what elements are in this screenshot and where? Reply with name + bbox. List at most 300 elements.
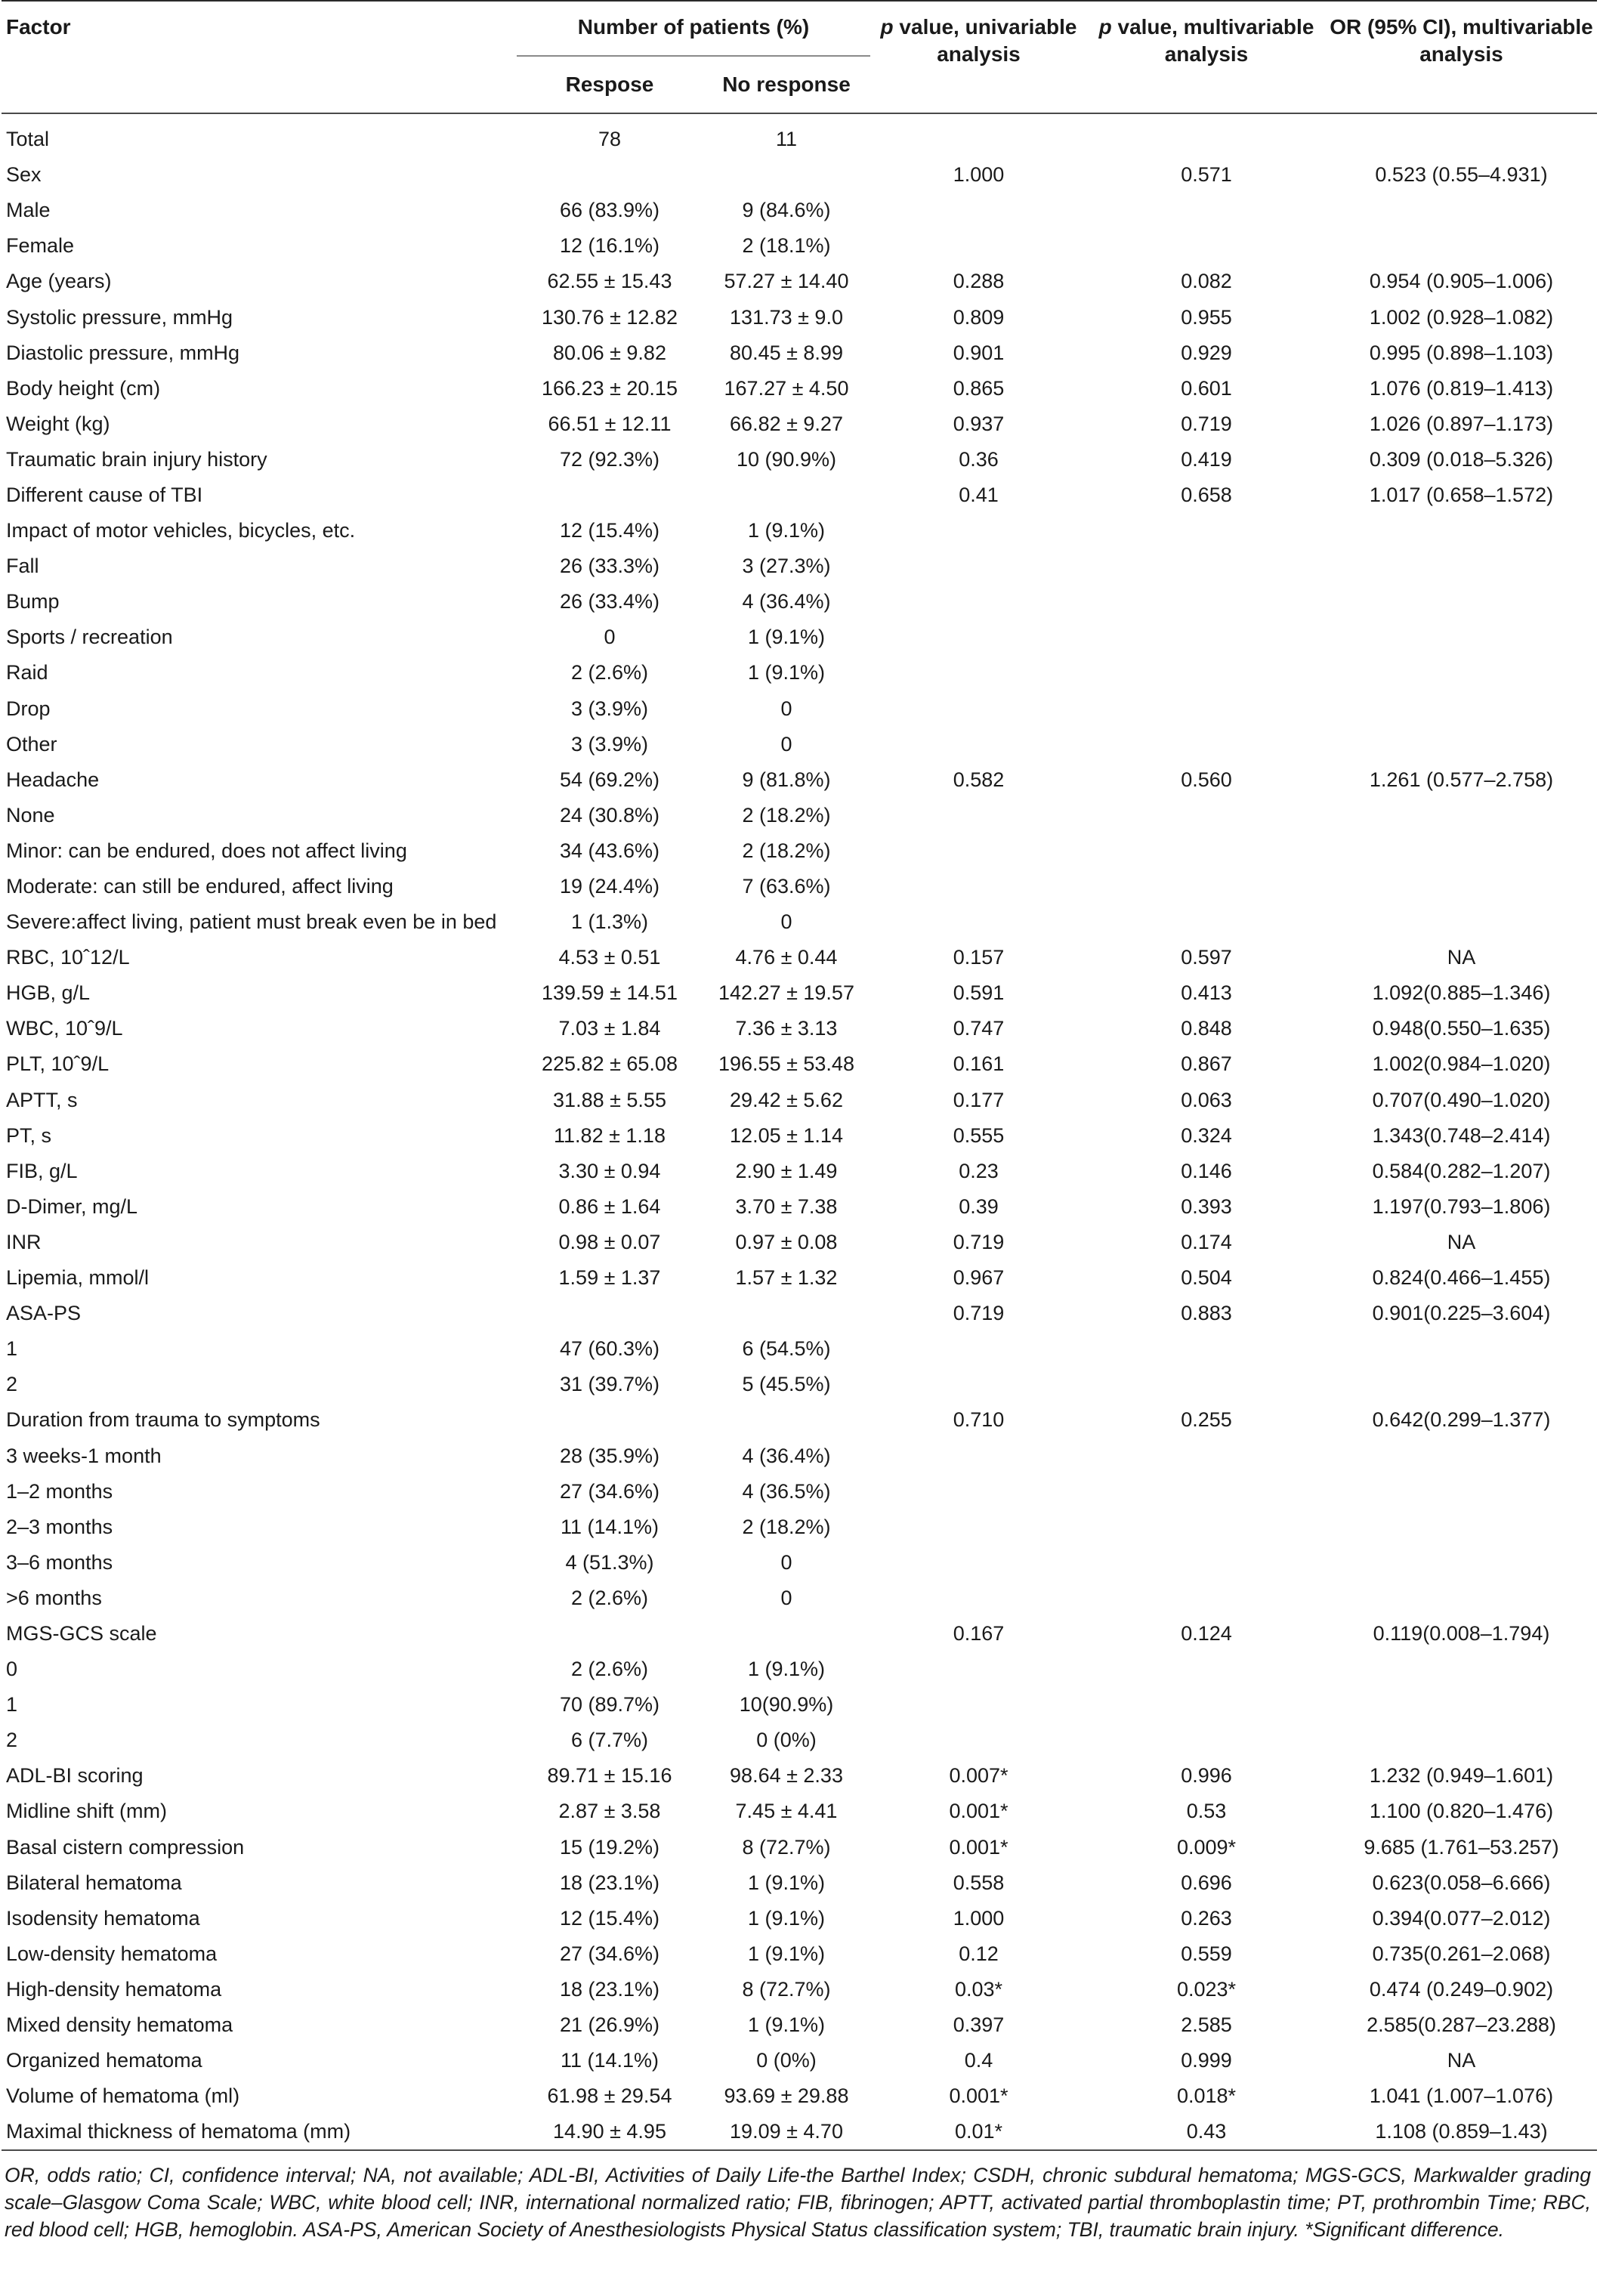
cell-p-multivariable: 0.018* bbox=[1176, 2084, 1237, 2108]
cell-factor: Bump bbox=[6, 590, 60, 613]
cell-odds-ratio: 0.995 (0.898–1.103) bbox=[1369, 341, 1554, 364]
table-row bbox=[2, 1901, 1597, 1936]
cell-odds-ratio: 9.685 (1.761–53.257) bbox=[1364, 1835, 1559, 1859]
cell-no-response: 2 (18.2%) bbox=[742, 1515, 831, 1538]
table-row bbox=[2, 1438, 1597, 1473]
cell-factor: Lipemia, mmol/l bbox=[6, 1266, 150, 1290]
cell-factor: PT, s bbox=[6, 1123, 52, 1147]
cell-p-univariable bbox=[870, 1438, 1087, 1473]
table-row bbox=[2, 335, 1597, 371]
cell-p-multivariable bbox=[1087, 1687, 1326, 1723]
cell-factor: Basal cistern compression bbox=[6, 1835, 245, 1859]
cell-no-response: 0 bbox=[780, 910, 792, 934]
table-row bbox=[2, 584, 1597, 620]
cell-p-multivariable: 2.585 bbox=[1181, 2013, 1232, 2037]
cell-p-multivariable: 0.43 bbox=[1186, 2120, 1227, 2143]
cell-odds-ratio: 1.002 (0.928–1.082) bbox=[1369, 305, 1554, 329]
cell-factor: 2–3 months bbox=[6, 1515, 113, 1538]
cell-response: 130.76 ± 12.82 bbox=[542, 305, 678, 329]
cell-factor: Raid bbox=[6, 661, 48, 684]
cell-no-response: 29.42 ± 5.62 bbox=[730, 1088, 843, 1111]
cell-p-multivariable: 0.413 bbox=[1181, 981, 1232, 1005]
cell-p-multivariable bbox=[1087, 904, 1326, 940]
cell-p-univariable bbox=[870, 1545, 1087, 1581]
table-row bbox=[2, 1331, 1597, 1367]
cell-factor: Sports / recreation bbox=[6, 626, 173, 649]
cell-p-multivariable bbox=[1087, 620, 1326, 655]
cell-p-multivariable bbox=[1087, 1581, 1326, 1616]
cell-no-response: 11 bbox=[775, 128, 798, 151]
cell-factor: High-density hematoma bbox=[6, 1977, 222, 2001]
cell-response: 11.82 ± 1.18 bbox=[554, 1123, 666, 1147]
cell-response: 0 bbox=[604, 626, 616, 649]
cell-odds-ratio: 1.108 (0.859–1.43) bbox=[1375, 2120, 1548, 2143]
cell-odds-ratio: 1.092(0.885–1.346) bbox=[1372, 981, 1551, 1005]
cell-p-univariable: 0.288 bbox=[953, 270, 1005, 293]
table-row bbox=[2, 442, 1597, 477]
cell-no-response bbox=[703, 157, 870, 193]
table-row bbox=[2, 1260, 1597, 1296]
cell-response: 61.98 ± 29.54 bbox=[547, 2084, 672, 2108]
cell-p-multivariable: 0.559 bbox=[1181, 1942, 1232, 1965]
header-p-univariable-text: value, univariable analysis bbox=[893, 15, 1077, 66]
cell-p-univariable: 0.36 bbox=[959, 447, 999, 471]
cell-p-univariable bbox=[870, 1331, 1087, 1367]
table-row bbox=[2, 1936, 1597, 1972]
table-row bbox=[2, 1581, 1597, 1616]
cell-no-response: 167.27 ± 4.50 bbox=[724, 376, 849, 400]
cell-p-univariable: 0.555 bbox=[953, 1123, 1005, 1147]
cell-factor: MGS-GCS scale bbox=[6, 1621, 157, 1645]
table-row bbox=[2, 940, 1597, 975]
cell-response: 7.03 ± 1.84 bbox=[558, 1017, 661, 1040]
cell-odds-ratio: 0.824(0.466–1.455) bbox=[1372, 1266, 1551, 1290]
table-row bbox=[2, 193, 1597, 228]
cell-p-multivariable bbox=[1087, 1474, 1326, 1510]
cell-odds-ratio: 0.707(0.490–1.020) bbox=[1372, 1088, 1551, 1111]
cell-factor: WBC, 10ˆ9/L bbox=[6, 1017, 123, 1040]
cell-no-response bbox=[703, 1402, 870, 1438]
cell-odds-ratio bbox=[1326, 691, 1597, 727]
table-row bbox=[2, 1118, 1597, 1154]
cell-no-response: 1 (9.1%) bbox=[747, 519, 826, 542]
cell-p-multivariable bbox=[1087, 193, 1326, 228]
cell-odds-ratio bbox=[1326, 1474, 1597, 1510]
cell-odds-ratio bbox=[1326, 727, 1597, 762]
cell-response: 225.82 ± 65.08 bbox=[542, 1052, 678, 1076]
cell-factor: ASA-PS bbox=[6, 1302, 82, 1325]
cell-p-multivariable: 0.867 bbox=[1181, 1052, 1232, 1076]
cell-p-multivariable bbox=[1087, 228, 1326, 264]
cell-factor: Duration from trauma to symptoms bbox=[6, 1408, 320, 1432]
cell-response: 2 (2.6%) bbox=[570, 661, 649, 684]
cell-odds-ratio bbox=[1326, 833, 1597, 869]
cell-p-univariable: 0.4 bbox=[964, 2049, 993, 2072]
cell-factor: Organized hematoma bbox=[6, 2049, 202, 2072]
cell-factor: Minor: can be endured, does not affect living bbox=[6, 839, 407, 862]
cell-response bbox=[517, 157, 703, 193]
cell-p-univariable: 0.710 bbox=[953, 1408, 1005, 1432]
cell-no-response: 8 (72.7%) bbox=[742, 1977, 831, 2001]
cell-p-multivariable: 0.023* bbox=[1176, 1977, 1237, 2001]
cell-p-multivariable bbox=[1087, 1652, 1326, 1687]
cell-p-univariable: 0.937 bbox=[953, 412, 1005, 435]
table-row bbox=[2, 1865, 1597, 1901]
table-row bbox=[2, 2007, 1597, 2043]
cell-odds-ratio bbox=[1326, 1510, 1597, 1545]
cell-response: 1 (1.3%) bbox=[570, 910, 649, 934]
cell-factor: Drop bbox=[6, 697, 51, 720]
cell-factor: Systolic pressure, mmHg bbox=[6, 305, 233, 329]
cell-p-univariable bbox=[870, 193, 1087, 228]
cell-odds-ratio: 1.261 (0.577–2.758) bbox=[1369, 768, 1554, 791]
cell-p-univariable: 0.865 bbox=[953, 376, 1005, 400]
cell-odds-ratio bbox=[1326, 1545, 1597, 1581]
cell-response: 18 (23.1%) bbox=[559, 1871, 660, 1894]
cell-p-univariable bbox=[870, 584, 1087, 620]
cell-no-response: 8 (72.7%) bbox=[742, 1835, 831, 1859]
cell-p-multivariable bbox=[1087, 1723, 1326, 1758]
cell-factor: Diastolic pressure, mmHg bbox=[6, 341, 240, 364]
cell-response: 166.23 ± 20.15 bbox=[542, 376, 678, 400]
cell-p-univariable bbox=[870, 727, 1087, 762]
cell-p-multivariable: 0.063 bbox=[1181, 1088, 1232, 1111]
cell-no-response: 66.82 ± 9.27 bbox=[730, 412, 843, 435]
cell-no-response: 4 (36.4%) bbox=[742, 1444, 831, 1467]
cell-response: 27 (34.6%) bbox=[559, 1942, 660, 1965]
cell-no-response: 12.05 ± 1.14 bbox=[730, 1123, 843, 1147]
cell-response bbox=[517, 1616, 703, 1652]
cell-p-multivariable: 0.955 bbox=[1181, 305, 1232, 329]
cell-odds-ratio: 0.623(0.058–6.666) bbox=[1372, 1871, 1551, 1894]
cell-no-response: 1 (9.1%) bbox=[747, 626, 826, 649]
table-row bbox=[2, 1794, 1597, 1829]
cell-odds-ratio: 1.100 (0.820–1.476) bbox=[1369, 1800, 1554, 1823]
cell-odds-ratio bbox=[1326, 1687, 1597, 1723]
table-row bbox=[2, 904, 1597, 940]
cell-factor: 3–6 months bbox=[6, 1550, 113, 1574]
cell-response: 66.51 ± 12.11 bbox=[548, 412, 672, 435]
cell-response bbox=[517, 1296, 703, 1331]
cell-response: 3 (3.9%) bbox=[570, 697, 649, 720]
cell-p-univariable bbox=[870, 113, 1087, 157]
cell-p-univariable: 0.007* bbox=[949, 1764, 1008, 1788]
cell-factor: Body height (cm) bbox=[6, 376, 161, 400]
cell-no-response: 1 (9.1%) bbox=[747, 1658, 826, 1681]
cell-response: 18 (23.1%) bbox=[559, 1977, 660, 2001]
cell-p-univariable bbox=[870, 869, 1087, 904]
cell-odds-ratio: NA bbox=[1447, 1230, 1476, 1253]
cell-p-multivariable bbox=[1087, 113, 1326, 157]
cell-factor: 1 bbox=[6, 1693, 18, 1717]
cell-odds-ratio: 0.584(0.282–1.207) bbox=[1372, 1159, 1551, 1182]
cell-no-response: 2 (18.2%) bbox=[742, 803, 831, 827]
cell-p-multivariable bbox=[1087, 727, 1326, 762]
cell-response bbox=[517, 1402, 703, 1438]
cell-factor: Maximal thickness of hematoma (mm) bbox=[6, 2120, 351, 2143]
cell-p-univariable bbox=[870, 1723, 1087, 1758]
cell-response: 31.88 ± 5.55 bbox=[553, 1088, 666, 1111]
cell-response: 2 (2.6%) bbox=[570, 1586, 649, 1609]
cell-no-response: 1 (9.1%) bbox=[747, 661, 826, 684]
cell-factor: D-Dimer, mg/L bbox=[6, 1194, 138, 1218]
cell-odds-ratio: 0.948(0.550–1.635) bbox=[1372, 1017, 1551, 1040]
cell-p-multivariable: 0.009* bbox=[1176, 1835, 1237, 1859]
cell-no-response: 7.36 ± 3.13 bbox=[735, 1017, 838, 1040]
cell-response: 11 (14.1%) bbox=[560, 1515, 659, 1538]
cell-p-univariable: 0.23 bbox=[959, 1159, 999, 1182]
cell-p-univariable bbox=[870, 1652, 1087, 1687]
cell-odds-ratio: 0.394(0.077–2.012) bbox=[1372, 1906, 1551, 1930]
cell-odds-ratio: 2.585(0.287–23.288) bbox=[1367, 2013, 1556, 2037]
table-row bbox=[2, 1296, 1597, 1331]
cell-p-univariable bbox=[870, 1581, 1087, 1616]
table-row bbox=[2, 371, 1597, 406]
cell-response: 6 (7.7%) bbox=[570, 1729, 649, 1752]
cell-odds-ratio: 0.523 (0.55–4.931) bbox=[1375, 163, 1548, 187]
cell-p-univariable: 0.719 bbox=[953, 1230, 1005, 1253]
table-row bbox=[2, 157, 1597, 193]
cell-odds-ratio: 1.343(0.748–2.414) bbox=[1372, 1123, 1551, 1147]
cell-p-univariable: 0.001* bbox=[949, 1800, 1008, 1823]
cell-odds-ratio bbox=[1326, 584, 1597, 620]
cell-p-univariable: 0.397 bbox=[953, 2013, 1005, 2037]
cell-factor: Impact of motor vehicles, bicycles, etc. bbox=[6, 519, 356, 542]
cell-p-multivariable: 0.53 bbox=[1186, 1800, 1227, 1823]
cell-p-multivariable bbox=[1087, 833, 1326, 869]
cell-response: 66 (83.9%) bbox=[559, 199, 660, 222]
cell-p-univariable bbox=[870, 549, 1087, 584]
cell-p-univariable: 0.901 bbox=[953, 341, 1005, 364]
cell-response: 21 (26.9%) bbox=[559, 2013, 660, 2037]
cell-no-response: 4.76 ± 0.44 bbox=[735, 946, 838, 969]
cell-p-multivariable: 0.929 bbox=[1181, 341, 1232, 364]
cell-odds-ratio: 0.642(0.299–1.377) bbox=[1372, 1408, 1551, 1432]
cell-no-response: 0 bbox=[780, 1550, 792, 1574]
cell-factor: Male bbox=[6, 199, 51, 222]
cell-factor: Sex bbox=[6, 163, 42, 187]
cell-factor: INR bbox=[6, 1230, 42, 1253]
header-p-multivariable-italic: p bbox=[1098, 15, 1112, 39]
table-row bbox=[2, 727, 1597, 762]
cell-p-univariable bbox=[870, 655, 1087, 691]
cell-response: 2.87 ± 3.58 bbox=[558, 1800, 661, 1823]
cell-factor: Total bbox=[6, 128, 50, 151]
cell-p-multivariable: 0.996 bbox=[1181, 1764, 1232, 1788]
cell-p-univariable: 0.177 bbox=[953, 1088, 1005, 1111]
cell-odds-ratio: NA bbox=[1447, 2049, 1476, 2072]
cell-response: 54 (69.2%) bbox=[559, 768, 660, 791]
cell-p-multivariable: 0.255 bbox=[1181, 1408, 1232, 1432]
cell-p-multivariable bbox=[1087, 1367, 1326, 1402]
cell-p-multivariable: 0.124 bbox=[1181, 1621, 1232, 1645]
cell-odds-ratio: 1.232 (0.949–1.601) bbox=[1369, 1764, 1554, 1788]
table-row bbox=[2, 1687, 1597, 1723]
cell-response: 4 (51.3%) bbox=[565, 1550, 654, 1574]
cell-no-response bbox=[703, 1616, 870, 1652]
cell-factor: Isodensity hematoma bbox=[6, 1906, 200, 1930]
cell-p-univariable: 0.558 bbox=[953, 1871, 1005, 1894]
cell-p-multivariable: 0.658 bbox=[1181, 483, 1232, 506]
cell-p-univariable: 0.747 bbox=[953, 1017, 1005, 1040]
cell-no-response: 5 (45.5%) bbox=[742, 1373, 831, 1396]
cell-factor: 1–2 months bbox=[6, 1479, 113, 1503]
cell-p-multivariable: 0.419 bbox=[1181, 447, 1232, 471]
cell-factor: Weight (kg) bbox=[6, 412, 110, 435]
table-row bbox=[2, 406, 1597, 442]
cell-factor: None bbox=[6, 803, 55, 827]
table-row bbox=[2, 1723, 1597, 1758]
header-p-univariable bbox=[870, 1, 1087, 113]
cell-p-multivariable bbox=[1087, 1438, 1326, 1473]
cell-p-univariable: 0.157 bbox=[953, 946, 1005, 969]
cell-no-response: 3 (27.3%) bbox=[742, 555, 831, 578]
cell-p-univariable bbox=[870, 833, 1087, 869]
cell-odds-ratio bbox=[1326, 620, 1597, 655]
cell-response: 78 bbox=[598, 128, 622, 151]
cell-p-multivariable: 0.883 bbox=[1181, 1302, 1232, 1325]
cell-response: 11 (14.1%) bbox=[560, 2049, 659, 2072]
header-p-multivariable bbox=[1087, 1, 1326, 113]
table-row bbox=[2, 620, 1597, 655]
cell-response: 72 (92.3%) bbox=[559, 447, 660, 471]
cell-factor: 0 bbox=[6, 1658, 18, 1681]
cell-p-multivariable: 0.719 bbox=[1181, 412, 1232, 435]
cell-no-response: 3.70 ± 7.38 bbox=[735, 1194, 838, 1218]
cell-p-univariable bbox=[870, 1367, 1087, 1402]
header-no-response: No response bbox=[722, 73, 851, 96]
cell-odds-ratio bbox=[1326, 1331, 1597, 1367]
cell-odds-ratio: 0.954 (0.905–1.006) bbox=[1369, 270, 1554, 293]
table-row bbox=[2, 1011, 1597, 1046]
cell-odds-ratio: 1.002(0.984–1.020) bbox=[1372, 1052, 1551, 1076]
table-row bbox=[2, 798, 1597, 833]
cell-p-multivariable: 0.999 bbox=[1181, 2049, 1232, 2072]
table-row bbox=[2, 975, 1597, 1011]
cell-odds-ratio: 0.735(0.261–2.068) bbox=[1372, 1942, 1551, 1965]
cell-no-response: 0 (0%) bbox=[756, 2049, 817, 2072]
cell-factor: Volume of hematoma (ml) bbox=[6, 2084, 240, 2108]
table-row bbox=[2, 833, 1597, 869]
table-row bbox=[2, 1510, 1597, 1545]
cell-factor: Other bbox=[6, 732, 57, 756]
cell-no-response: 57.27 ± 14.40 bbox=[724, 270, 849, 293]
cell-p-multivariable bbox=[1087, 869, 1326, 904]
cell-no-response: 2 (18.1%) bbox=[742, 234, 831, 258]
cell-odds-ratio: 0.309 (0.018–5.326) bbox=[1369, 447, 1554, 471]
cell-p-univariable: 0.01* bbox=[954, 2120, 1003, 2143]
cell-no-response: 2.90 ± 1.49 bbox=[735, 1159, 838, 1182]
cell-odds-ratio: NA bbox=[1447, 946, 1476, 969]
table-row bbox=[2, 1225, 1597, 1260]
table-row bbox=[2, 1189, 1597, 1225]
cell-odds-ratio bbox=[1326, 1723, 1597, 1758]
cell-odds-ratio: 1.076 (0.819–1.413) bbox=[1369, 376, 1554, 400]
cell-odds-ratio: 0.119(0.008–1.794) bbox=[1373, 1621, 1550, 1645]
cell-factor: ADL-BI scoring bbox=[6, 1764, 144, 1788]
table-row bbox=[2, 2043, 1597, 2078]
cell-response: 26 (33.3%) bbox=[559, 555, 660, 578]
cell-response: 14.90 ± 4.95 bbox=[553, 2120, 666, 2143]
cell-factor: 2 bbox=[6, 1373, 18, 1396]
cell-response: 19 (24.4%) bbox=[559, 875, 660, 898]
cell-p-multivariable bbox=[1087, 655, 1326, 691]
cell-p-univariable bbox=[870, 620, 1087, 655]
cell-p-multivariable: 0.571 bbox=[1181, 163, 1232, 187]
table-row bbox=[2, 549, 1597, 584]
cell-p-multivariable bbox=[1087, 513, 1326, 549]
cell-p-univariable bbox=[870, 1510, 1087, 1545]
cell-odds-ratio bbox=[1326, 1581, 1597, 1616]
cell-no-response: 0 bbox=[780, 732, 792, 756]
cell-factor: Low-density hematoma bbox=[6, 1942, 218, 1965]
cell-odds-ratio bbox=[1326, 1367, 1597, 1402]
cell-no-response: 7 (63.6%) bbox=[742, 875, 831, 898]
cell-factor: Moderate: can still be endured, affect living bbox=[6, 875, 394, 898]
cell-response bbox=[517, 477, 703, 513]
cell-p-univariable: 0.12 bbox=[959, 1942, 999, 1965]
cell-no-response: 1 (9.1%) bbox=[747, 1906, 826, 1930]
cell-no-response: 1 (9.1%) bbox=[747, 1871, 826, 1894]
cell-response: 62.55 ± 15.43 bbox=[547, 270, 672, 293]
table-row bbox=[2, 1154, 1597, 1189]
cell-p-multivariable bbox=[1087, 1331, 1326, 1367]
cell-p-univariable: 0.03* bbox=[954, 1977, 1003, 2001]
cell-response: 27 (34.6%) bbox=[559, 1479, 660, 1503]
cell-odds-ratio bbox=[1326, 869, 1597, 904]
cell-odds-ratio: 1.041 (1.007–1.076) bbox=[1369, 2084, 1554, 2108]
cell-odds-ratio: 1.026 (0.897–1.173) bbox=[1369, 412, 1554, 435]
cell-response: 31 (39.7%) bbox=[559, 1373, 660, 1396]
cell-no-response: 4 (36.5%) bbox=[742, 1479, 831, 1503]
cell-p-univariable bbox=[870, 513, 1087, 549]
cell-no-response: 98.64 ± 2.33 bbox=[730, 1764, 843, 1788]
table-row bbox=[2, 1046, 1597, 1082]
cell-p-multivariable bbox=[1087, 798, 1326, 833]
table-row bbox=[2, 513, 1597, 549]
cell-no-response bbox=[703, 1296, 870, 1331]
cell-no-response bbox=[703, 477, 870, 513]
cell-p-multivariable: 0.597 bbox=[1181, 946, 1232, 969]
table-row bbox=[2, 1545, 1597, 1581]
cell-response: 12 (16.1%) bbox=[559, 234, 660, 258]
cell-p-univariable: 0.001* bbox=[949, 1835, 1008, 1859]
cell-p-multivariable bbox=[1087, 1545, 1326, 1581]
cell-response: 0.86 ± 1.64 bbox=[558, 1194, 661, 1218]
cell-p-univariable bbox=[870, 1474, 1087, 1510]
table-row bbox=[2, 869, 1597, 904]
cell-p-univariable: 1.000 bbox=[953, 163, 1005, 187]
table-row bbox=[2, 1758, 1597, 1794]
cell-no-response: 142.27 ± 19.57 bbox=[718, 981, 854, 1005]
cell-p-multivariable: 0.696 bbox=[1181, 1871, 1232, 1894]
cell-factor: Severe:affect living, patient must break even be in bed bbox=[6, 910, 497, 934]
cell-factor: PLT, 10ˆ9/L bbox=[6, 1052, 110, 1076]
cell-no-response: 80.45 ± 8.99 bbox=[730, 341, 843, 364]
cell-no-response: 9 (81.8%) bbox=[742, 768, 831, 791]
cell-p-univariable bbox=[870, 1687, 1087, 1723]
cell-p-univariable: 0.167 bbox=[953, 1621, 1005, 1645]
cell-p-multivariable bbox=[1087, 549, 1326, 584]
cell-factor: RBC, 10ˆ12/L bbox=[6, 946, 130, 969]
cell-response: 28 (35.9%) bbox=[559, 1444, 660, 1467]
cell-no-response: 0 (0%) bbox=[756, 1729, 817, 1752]
cell-factor: 1 bbox=[6, 1337, 18, 1361]
cell-p-multivariable: 0.848 bbox=[1181, 1017, 1232, 1040]
cell-odds-ratio bbox=[1326, 655, 1597, 691]
cell-no-response: 19.09 ± 4.70 bbox=[730, 2120, 843, 2143]
table-row bbox=[2, 113, 1597, 157]
